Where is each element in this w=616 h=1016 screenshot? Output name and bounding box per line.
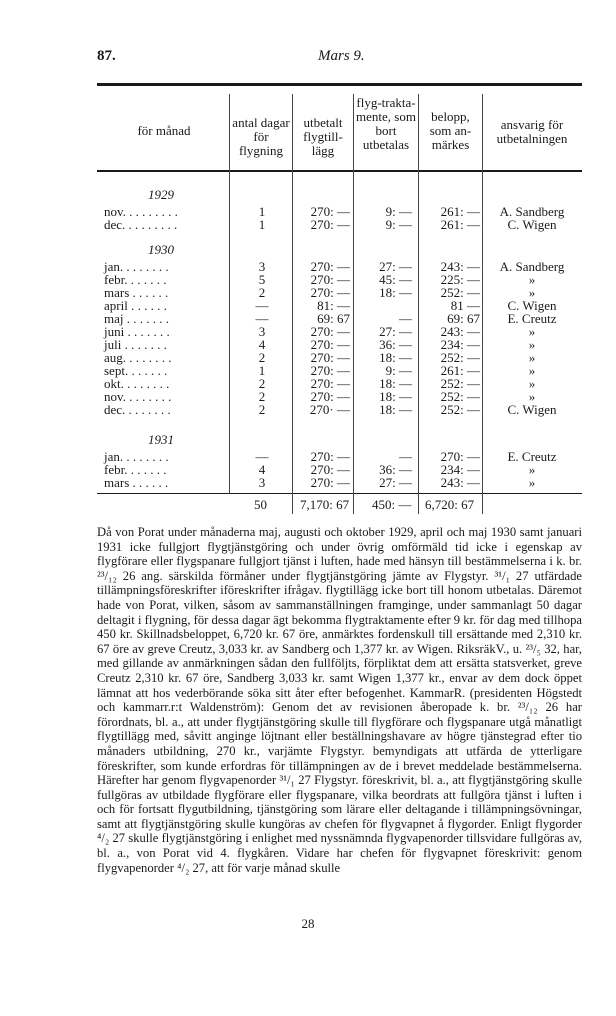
row-belopp: 261: — bbox=[440, 217, 480, 232]
row-ansvarig: » bbox=[528, 350, 536, 365]
row-days: 3 bbox=[258, 475, 266, 490]
col-header-month: för månad bbox=[137, 123, 191, 138]
body-paragraph: Då von Porat under månaderna maj, augusti och oktober 1929, april och maj 1930 samt januari 1931 icke fullgjort flygtjänstgöring och under övrig omförmäld tid icke i egenskap av flygförare eller flygspanare fullgjort tjänst i luften, hade med hänsyn till bestämmelserna i k. br. ²³/₁₂ 26 ang. särskilda förmåner under flygtjänstgöring jämte av Flygstyr. ³¹/₁ 27 utfärdade tillämpningsföreskrifter iföreskrifter ifrågav. flygtillägg icke bort till honom utbetalas. Däremot hade von Porat, vilken, såsom av sammanställningen framginge, under sammanlagt 50 dagar deltagit i flygning, för dessa dagar ägt bekomma flygtraktamente efter 9 kr. för dag med tillhopa 450 kr. Skillnadsbeloppet, 6,720 kr. 67 öre, anmärktes fordenskull till ersättande med 2,310 kr. 67 öre av greve Creutz, 3,033 kr. av Sandberg och 1,377 kr. av Wigen. RiksräkV., u. ²³/₅ 32, har, med gillande av anmärkningen sådan den fullföljts, förpliktat dem att ersätta statsverket, greve Creutz 2,310 kr. 67 öre, Sandberg 3,033 kr. samt Wigen 1,377 kr., envar av dem dock öppet lämnat att hos vederbörande söka sitt åter efter befogenhet. KammarR. (presidenten Högstedt och kammarr.r:t Waldenström): Genom det av revisionen åberopade k. br. ²³/₁₂ 26 har förordnats, bl. a., att under flygtjänstgöring skulle till flygförare och flygspanare utgå månatligt flygtillägg med, såvitt anginge löjtnant eller beställningshavare av högre tjänstegrad efter tio månaders utbildning, 270 kr., varjämte Flygstyr. bemyndigats att utfärda de ytterligare föreskrifter, som kunde erfordras för tillämpningen av de i brevet meddelade bestämmelserna. Härefter har genom flygvapenorder ³¹/₁ 27 Flygstyr. föreskrivit, bl. a., att flygtjänstgöring skulle fullgöras av utbildade flygförare eller flygspanare, vilka beordrats att fullgöra tjänst i luften i och för fortsatt flygutbildning, tjänstgöring som lärare eller deltagande i tillämpningsövningar, samt att flygtjänstgöring skulle kungöras av chefen för flygvapnet å flygorder. Enligt flygorder ⁴/₂ 27 skulle flygtjänstgöring i enlighet med nyssnämnda flygvapenorder tillsvidare fullgöras av, bl. a., von Porat vid 4. flygkåren. Vidare har chefen för flygvapnet föreskrivit: genom flygvapenorder ⁴/₂ 27, att för varje månad skulle bbox=[97, 525, 582, 875]
row-belopp: 261: — bbox=[440, 363, 480, 378]
row-traktamente: 36: — bbox=[379, 337, 412, 352]
row-traktamente: 9: — bbox=[385, 363, 412, 378]
row-ansvarig: E. Creutz bbox=[507, 449, 557, 464]
row-ansvarig: C. Wigen bbox=[507, 402, 557, 417]
row-ansvarig: » bbox=[528, 363, 536, 378]
row-days: — bbox=[255, 449, 269, 464]
row-flygtillagg: 69: 67 bbox=[317, 311, 350, 326]
row-days: — bbox=[255, 298, 269, 313]
row-days: 2 bbox=[258, 376, 266, 391]
row-month: nov. . . . . . . . . bbox=[104, 204, 178, 219]
row-traktamente: 9: — bbox=[385, 204, 412, 219]
row-days: 2 bbox=[258, 389, 266, 404]
row-belopp: 252: — bbox=[440, 389, 480, 404]
year-label: 1930 bbox=[148, 242, 174, 257]
row-month: jan. . . . . . . . bbox=[104, 449, 169, 464]
row-traktamente: 18: — bbox=[379, 376, 412, 391]
page-number: 87. bbox=[97, 48, 116, 64]
row-flygtillagg: 270: — bbox=[310, 363, 350, 378]
row-traktamente: 18: — bbox=[379, 389, 412, 404]
year-label: 1931 bbox=[148, 432, 174, 447]
row-belopp: 69: 67 bbox=[447, 311, 480, 326]
row-days: 3 bbox=[258, 259, 266, 274]
row-month: maj . . . . . . . bbox=[104, 311, 169, 326]
row-flygtillagg: 270· — bbox=[309, 402, 350, 417]
row-days: 4 bbox=[258, 462, 266, 477]
row-ansvarig: » bbox=[528, 324, 536, 339]
row-days: 2 bbox=[258, 350, 266, 365]
row-belopp: 252: — bbox=[440, 285, 480, 300]
row-month: dec. . . . . . . . . bbox=[104, 217, 178, 232]
row-days: 3 bbox=[258, 324, 266, 339]
row-traktamente: 9: — bbox=[385, 217, 412, 232]
row-belopp: 243: — bbox=[440, 259, 480, 274]
total-traktamente: 450: — bbox=[372, 497, 412, 512]
row-belopp: 243: — bbox=[440, 324, 480, 339]
row-month: nov. . . . . . . . bbox=[104, 389, 172, 404]
row-month: mars . . . . . . bbox=[104, 475, 169, 490]
running-header-date: Mars 9. bbox=[318, 48, 365, 64]
row-flygtillagg: 270: — bbox=[310, 217, 350, 232]
row-traktamente: 18: — bbox=[379, 402, 412, 417]
row-flygtillagg: 270: — bbox=[310, 204, 350, 219]
row-flygtillagg: 270: — bbox=[310, 259, 350, 274]
row-ansvarig: A. Sandberg bbox=[499, 259, 565, 274]
row-days: 1 bbox=[258, 204, 266, 219]
row-ansvarig: » bbox=[528, 475, 536, 490]
row-belopp: 234: — bbox=[440, 462, 480, 477]
row-flygtillagg: 270: — bbox=[310, 475, 350, 490]
row-traktamente: 27: — bbox=[379, 324, 412, 339]
row-flygtillagg: 270: — bbox=[310, 337, 350, 352]
row-traktamente: 18: — bbox=[379, 285, 412, 300]
footer-page-number: 28 bbox=[301, 916, 315, 931]
row-flygtillagg: 270: — bbox=[310, 376, 350, 391]
row-month: okt. . . . . . . . bbox=[104, 376, 170, 391]
row-ansvarig: A. Sandberg bbox=[499, 204, 565, 219]
row-month: jan. . . . . . . . bbox=[104, 259, 169, 274]
row-traktamente: 27: — bbox=[379, 259, 412, 274]
column-divider bbox=[482, 94, 483, 514]
row-days: 2 bbox=[258, 285, 266, 300]
row-belopp: 225: — bbox=[440, 272, 480, 287]
row-flygtillagg: 270: — bbox=[310, 449, 350, 464]
col-header-ansvarig: ansvarig för utbetalningen bbox=[496, 117, 568, 146]
row-belopp: 234: — bbox=[440, 337, 480, 352]
row-ansvarig: » bbox=[528, 337, 536, 352]
row-month: aug. . . . . . . . bbox=[104, 350, 172, 365]
row-flygtillagg: 81: — bbox=[317, 298, 350, 313]
row-ansvarig: C. Wigen bbox=[507, 298, 557, 313]
row-ansvarig: » bbox=[528, 285, 536, 300]
row-days: 1 bbox=[258, 217, 266, 232]
row-days: 2 bbox=[258, 402, 266, 417]
row-flygtillagg: 270: — bbox=[310, 272, 350, 287]
row-ansvarig: » bbox=[528, 389, 536, 404]
row-month: mars . . . . . . bbox=[104, 285, 169, 300]
row-month: juni . . . . . . . bbox=[104, 324, 170, 339]
col-header-days: antal dagar för flygning bbox=[232, 115, 290, 158]
col-header-traktamente: flyg-trakta-mente, som bort utbetalas bbox=[356, 95, 416, 152]
row-flygtillagg: 270: — bbox=[310, 462, 350, 477]
row-month: febr. . . . . . . bbox=[104, 272, 167, 287]
row-ansvarig: » bbox=[528, 272, 536, 287]
row-days: — bbox=[255, 311, 269, 326]
total-flygtillagg: 7,170: 67 bbox=[300, 497, 350, 512]
row-traktamente: 27: — bbox=[379, 475, 412, 490]
col-header-flygtillagg: utbetalt flygtill-lägg bbox=[303, 115, 343, 158]
row-traktamente: 45: — bbox=[379, 272, 412, 287]
row-belopp: 261: — bbox=[440, 204, 480, 219]
row-ansvarig: E. Creutz bbox=[507, 311, 557, 326]
col-header-belopp: belopp, som an-märkes bbox=[429, 109, 472, 152]
row-belopp: 252: — bbox=[440, 402, 480, 417]
row-month: sept. . . . . . . bbox=[104, 363, 168, 378]
row-flygtillagg: 270: — bbox=[310, 324, 350, 339]
row-month: april . . . . . . bbox=[104, 298, 167, 313]
row-ansvarig: C. Wigen bbox=[507, 217, 557, 232]
row-days: 1 bbox=[258, 363, 266, 378]
table-header-rule bbox=[97, 170, 582, 172]
row-flygtillagg: 270: — bbox=[310, 350, 350, 365]
row-flygtillagg: 270: — bbox=[310, 389, 350, 404]
total-days: 50 bbox=[254, 497, 267, 512]
row-days: 4 bbox=[258, 337, 266, 352]
row-ansvarig: » bbox=[528, 462, 536, 477]
row-traktamente: 18: — bbox=[379, 350, 412, 365]
row-month: febr. . . . . . . bbox=[104, 462, 167, 477]
row-traktamente: — bbox=[399, 311, 412, 326]
row-belopp: 252: — bbox=[440, 350, 480, 365]
table-top-rule bbox=[97, 83, 582, 86]
row-ansvarig: » bbox=[528, 376, 536, 391]
row-days: 5 bbox=[258, 272, 266, 287]
row-belopp: 252: — bbox=[440, 376, 480, 391]
row-month: dec. . . . . . . . bbox=[104, 402, 171, 417]
row-belopp: 243: — bbox=[440, 475, 480, 490]
year-label: 1929 bbox=[148, 187, 174, 202]
row-belopp: 270: — bbox=[440, 449, 480, 464]
row-month: juli . . . . . . . bbox=[104, 337, 167, 352]
row-belopp: 81 — bbox=[450, 298, 480, 313]
table-totals-rule bbox=[97, 493, 582, 494]
row-traktamente: 36: — bbox=[379, 462, 412, 477]
total-belopp: 6,720: 67 bbox=[425, 497, 475, 512]
row-flygtillagg: 270: — bbox=[310, 285, 350, 300]
row-traktamente: — bbox=[399, 449, 412, 464]
